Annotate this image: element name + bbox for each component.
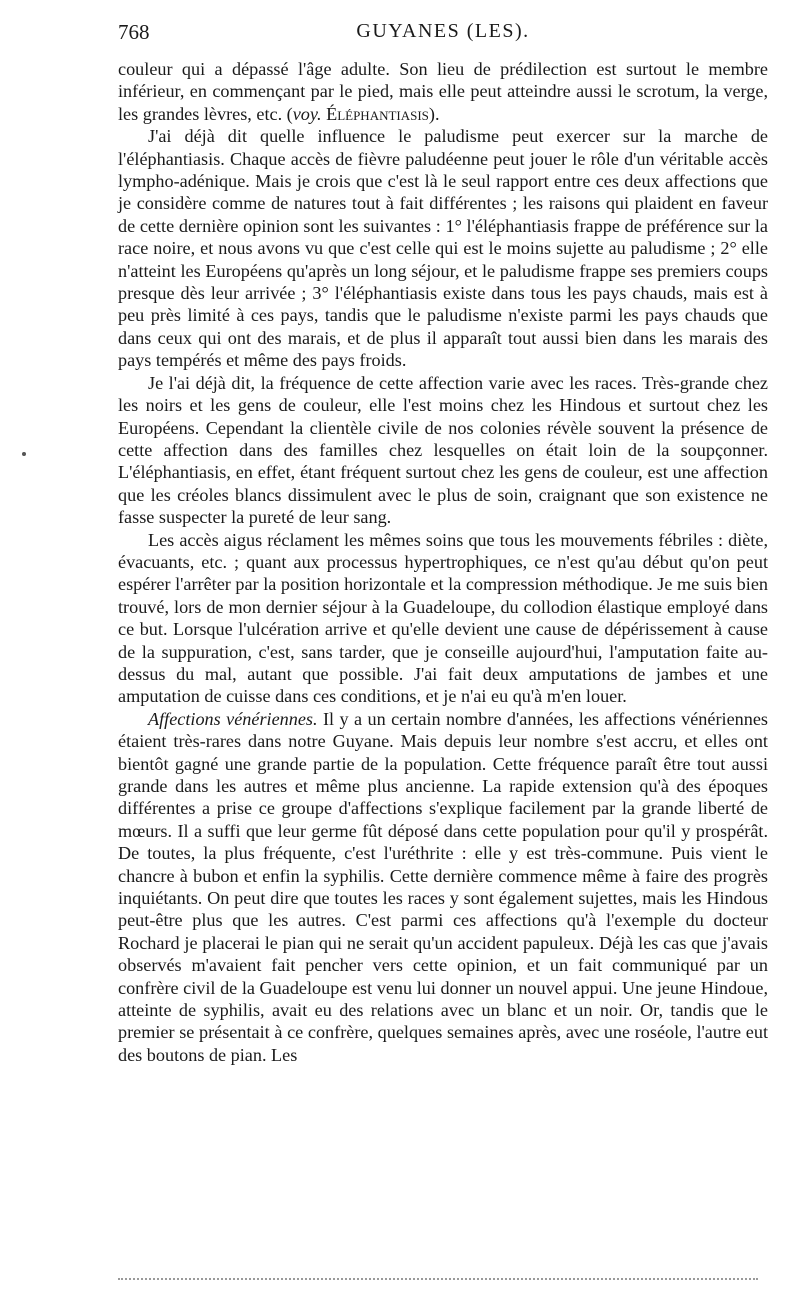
paragraph-2: J'ai déjà dit quelle influence le paludisme peut exercer sur la marche de l'éléphantiasis. Chaque accès de fièvre paludéenne peut jouer le rôle d'un véritable accès lympho-adénique. Mais je crois que c'est là le seul rapport entre ces deux affections que je considère comme de natures tout à fait différentes ; les raisons qui plaident en faveur de cette dernière opinion sont les suivantes : 1° l'éléphantiasis frappe de préférence sur la race noire, et nous avons vu que c'est celle qui est le moins sujette au paludisme ; 2° elle n'atteint les Européens qu'après un long séjour, et le paludisme frappe ses premiers coups presque dès leur arrivée ; 3° l'éléphantiasis existe dans tous les pays chauds, mais est à peu près limité à ces pays, tandis que le paludisme n'existe parmi les pays chauds que dans ceux qui ont des marais, et de plus il apparaît tout aussi bien dans les marais des pays tempérés et même des pays froids.: [118, 126, 768, 371]
paragraph-1-text: couleur qui a dépassé l'âge adulte. Son lieu de prédilection est surtout le membre inférieur, en commençant par le pied, mais elle peut atteindre aussi le scrotum, la verge, les grandes lèvres, etc. (: [118, 59, 768, 124]
paragraph-5: [118, 708, 768, 1067]
page-number: 768: [118, 20, 150, 44]
section-heading-venereal: Affections vénériennes.: [148, 708, 318, 729]
paragraph-1: [118, 58, 768, 125]
body-text: [118, 58, 768, 1066]
paragraph-1-end: ).: [428, 103, 440, 124]
page-header: [118, 20, 768, 50]
paragraph-4: Les accès aigus réclament les mêmes soins que tous les mouvements fébriles : diète, évacuants, etc. ; quant aux processus hypertrophiques, ce n'est qu'au début qu'on peut espérer l'arrêter par la position horizontale et la compression méthodique. Je me suis bien trouvé, lors de mon dernier séjour à la Guadeloupe, du collodion élastique employé dans ce but. Lorsque l'ulcération arrive et qu'elle devient une cause de dépérissement à cause de la suppuration, c'est, sans tarder, que je conseille aujourd'hui, l'amputation faite au-dessus du mal, autant que possible. J'ai fait deux amputations de jambes et une amputation de cuisse dans ces conditions, et je n'ai eu qu'à m'en louer.: [118, 529, 768, 707]
paragraph-5-text: Il y a un certain nombre d'années, les affections vénériennes étaient très-rares dans notre Guyane. Mais depuis leur nombre s'est accru, et elles ont bientôt gagné une grande partie de la population. Cette fréquence paraît être tout aussi grande dans les autres et même plus ancienne. La rapide extension qu'à des époques différentes a prise ce groupe d'affections s'explique facilement par la grande liberté de mœurs. Il a suffi que leur germe fût déposé dans cette population pour qu'il y prospérât. De toutes, la plus fréquente, c'est l'uréthrite : elle y est très-commune. Puis vient le chancre à bubon et enfin la syphilis. Cette dernière commence même à faire des progrès inquiétants. On peut dire que toutes les races y sont également sujettes, mais les Hindous peut-être plus que les autres. C'est parmi ces affections qu'à l'exemple du docteur Rochard je placerai le pian qui ne serait qu'un accident papuleux. Déjà les cas que j'avais observés m'avaient fait pencher vers cette opinion, et un fait communiqué par un confrère civil de la Guadeloupe est venu lui donner un nouvel appui. Une jeune Hindoue, atteinte de syphilis, avait eu des relations avec un blanc et un noir. Or, tandis que le premier se présentait à ce confrère, quelques semaines après, avec une roséole, l'autre eut des boutons de pian. Les: [118, 708, 768, 1065]
running-title: GUYANES (LES).: [356, 20, 530, 42]
paragraph-3: Je l'ai déjà dit, la fréquence de cette affection varie avec les races. Très-grande chez les noirs et les gens de couleur, elle l'est moins chez les Hindous et surtout chez les Européens. Cependant la clientèle civile de nos colonies révèle souvent la présence de cette affection dans des familles chez lesquelles on était loin de la soupçonner. L'éléphantiasis, en effet, étant fréquent surtout chez les gens de couleur, est une affection que les créoles blancs dissimulent avec le plus de soin, craignant que son existence ne fasse suspecter la pureté de leur sang.: [118, 372, 768, 528]
cross-reference: Éléphantiasis: [326, 103, 429, 124]
margin-speck: [22, 452, 26, 456]
see-also-abbrev: voy.: [292, 103, 322, 124]
footer-rule: [118, 1278, 758, 1280]
